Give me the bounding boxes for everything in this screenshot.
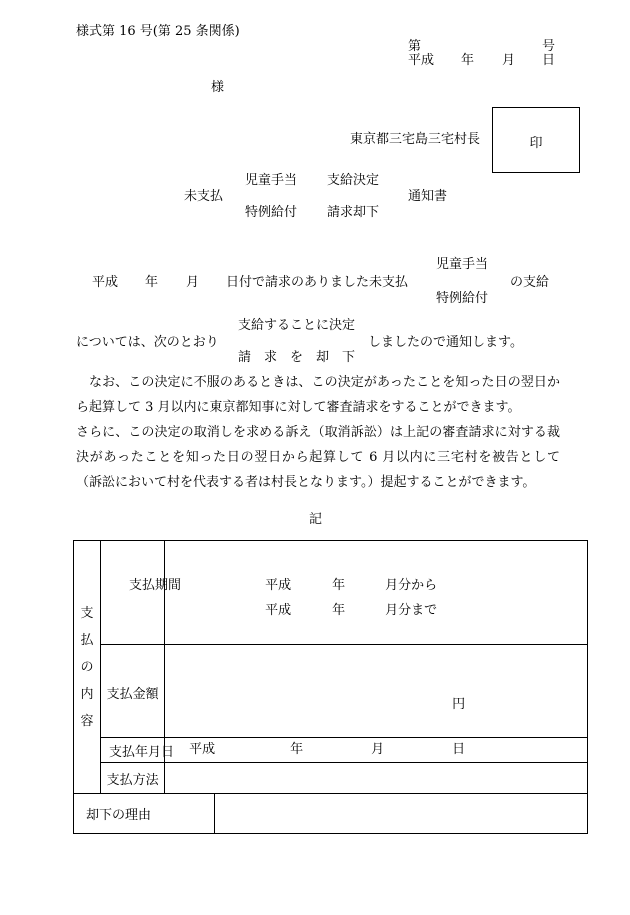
date-day: 日	[542, 53, 556, 68]
payment-details-table	[73, 540, 588, 834]
line1-month: 月	[186, 275, 200, 290]
addressee-suffix: 様	[211, 80, 225, 95]
number-go: 号	[542, 39, 556, 54]
period-from-month: 月分から	[385, 578, 438, 593]
number-dai: 第	[408, 39, 422, 54]
seal-label: 印	[529, 136, 543, 151]
seal-box	[492, 107, 580, 173]
period-label-cell	[101, 541, 182, 645]
title-lower-right: 請求却下	[327, 205, 380, 220]
line1-year: 年	[145, 275, 159, 290]
line1-main: 日付で請求のありました未支払	[226, 275, 409, 290]
title-lower-left: 特例給付	[245, 205, 298, 220]
amount-unit: 円	[452, 697, 466, 712]
line2-option-lower: 請 求 を 却 下	[238, 350, 356, 365]
payment-date-value-cell	[165, 738, 588, 763]
amount-value-cell	[165, 645, 588, 738]
period-from-era: 平成	[265, 578, 292, 593]
payment-date-month: 月	[371, 742, 385, 757]
period-from-year: 年	[332, 578, 346, 593]
payment-date-day: 日	[452, 742, 466, 757]
appeal-paragraph: なお、この決定に不服のあるときは、この決定があったことを知った日の翌日から起算して 3 月以内に東京都知事に対して審査請求をすることができます。	[76, 375, 560, 415]
line2-option-upper: 支給することに決定	[238, 318, 356, 333]
lawsuit-paragraph: さらに、この決定の取消しを求める訴え（取消訴訟）は上記の審査請求に対する裁決があったことを知った日の翌日から起算して 6 月以内に三宅村を被告として（訴訟において村を代表する者は村長となります。）提起することができます。	[76, 425, 560, 490]
title-upper-left: 児童手当	[245, 173, 298, 188]
title-upper-right: 支給決定	[327, 173, 380, 188]
date-era: 平成	[408, 53, 435, 68]
title-suffix: 通知書	[408, 189, 448, 204]
line1-tail: の支給	[510, 275, 550, 290]
line1-option-upper: 児童手当	[436, 257, 489, 272]
period-to-month: 月分まで	[385, 603, 438, 618]
payment-date-year: 年	[290, 742, 304, 757]
line2-tail: しましたので通知します。	[368, 335, 523, 350]
line1-option-lower: 特例給付	[436, 291, 489, 306]
payment-content-header: 支 払 の 内 容	[74, 541, 101, 794]
ki-heading: 記	[309, 512, 323, 527]
date-month: 月	[502, 53, 516, 68]
rejection-reason-value	[215, 794, 588, 834]
form-number: 様式第 16 号(第 25 条関係)	[76, 24, 240, 39]
line2-head: については、次のとおり	[76, 335, 219, 350]
period-label: 支払期間	[129, 578, 182, 593]
payment-date-label: 支払年月日	[101, 738, 165, 763]
payment-method-label: 支払方法	[101, 763, 165, 794]
period-value-cell	[165, 541, 588, 645]
appeal-notice	[76, 370, 560, 495]
amount-label: 支払金額	[101, 645, 165, 738]
period-to-year: 年	[332, 603, 346, 618]
issuer-name: 東京都三宅島三宅村長	[350, 132, 481, 147]
period-to-era: 平成	[265, 603, 292, 618]
payment-method-value	[165, 763, 588, 794]
title-prefix: 未支払	[184, 189, 224, 204]
line1-era: 平成	[92, 275, 119, 290]
date-year: 年	[461, 53, 475, 68]
payment-date-era: 平成	[189, 742, 216, 757]
rejection-reason-label: 却下の理由	[74, 794, 215, 834]
